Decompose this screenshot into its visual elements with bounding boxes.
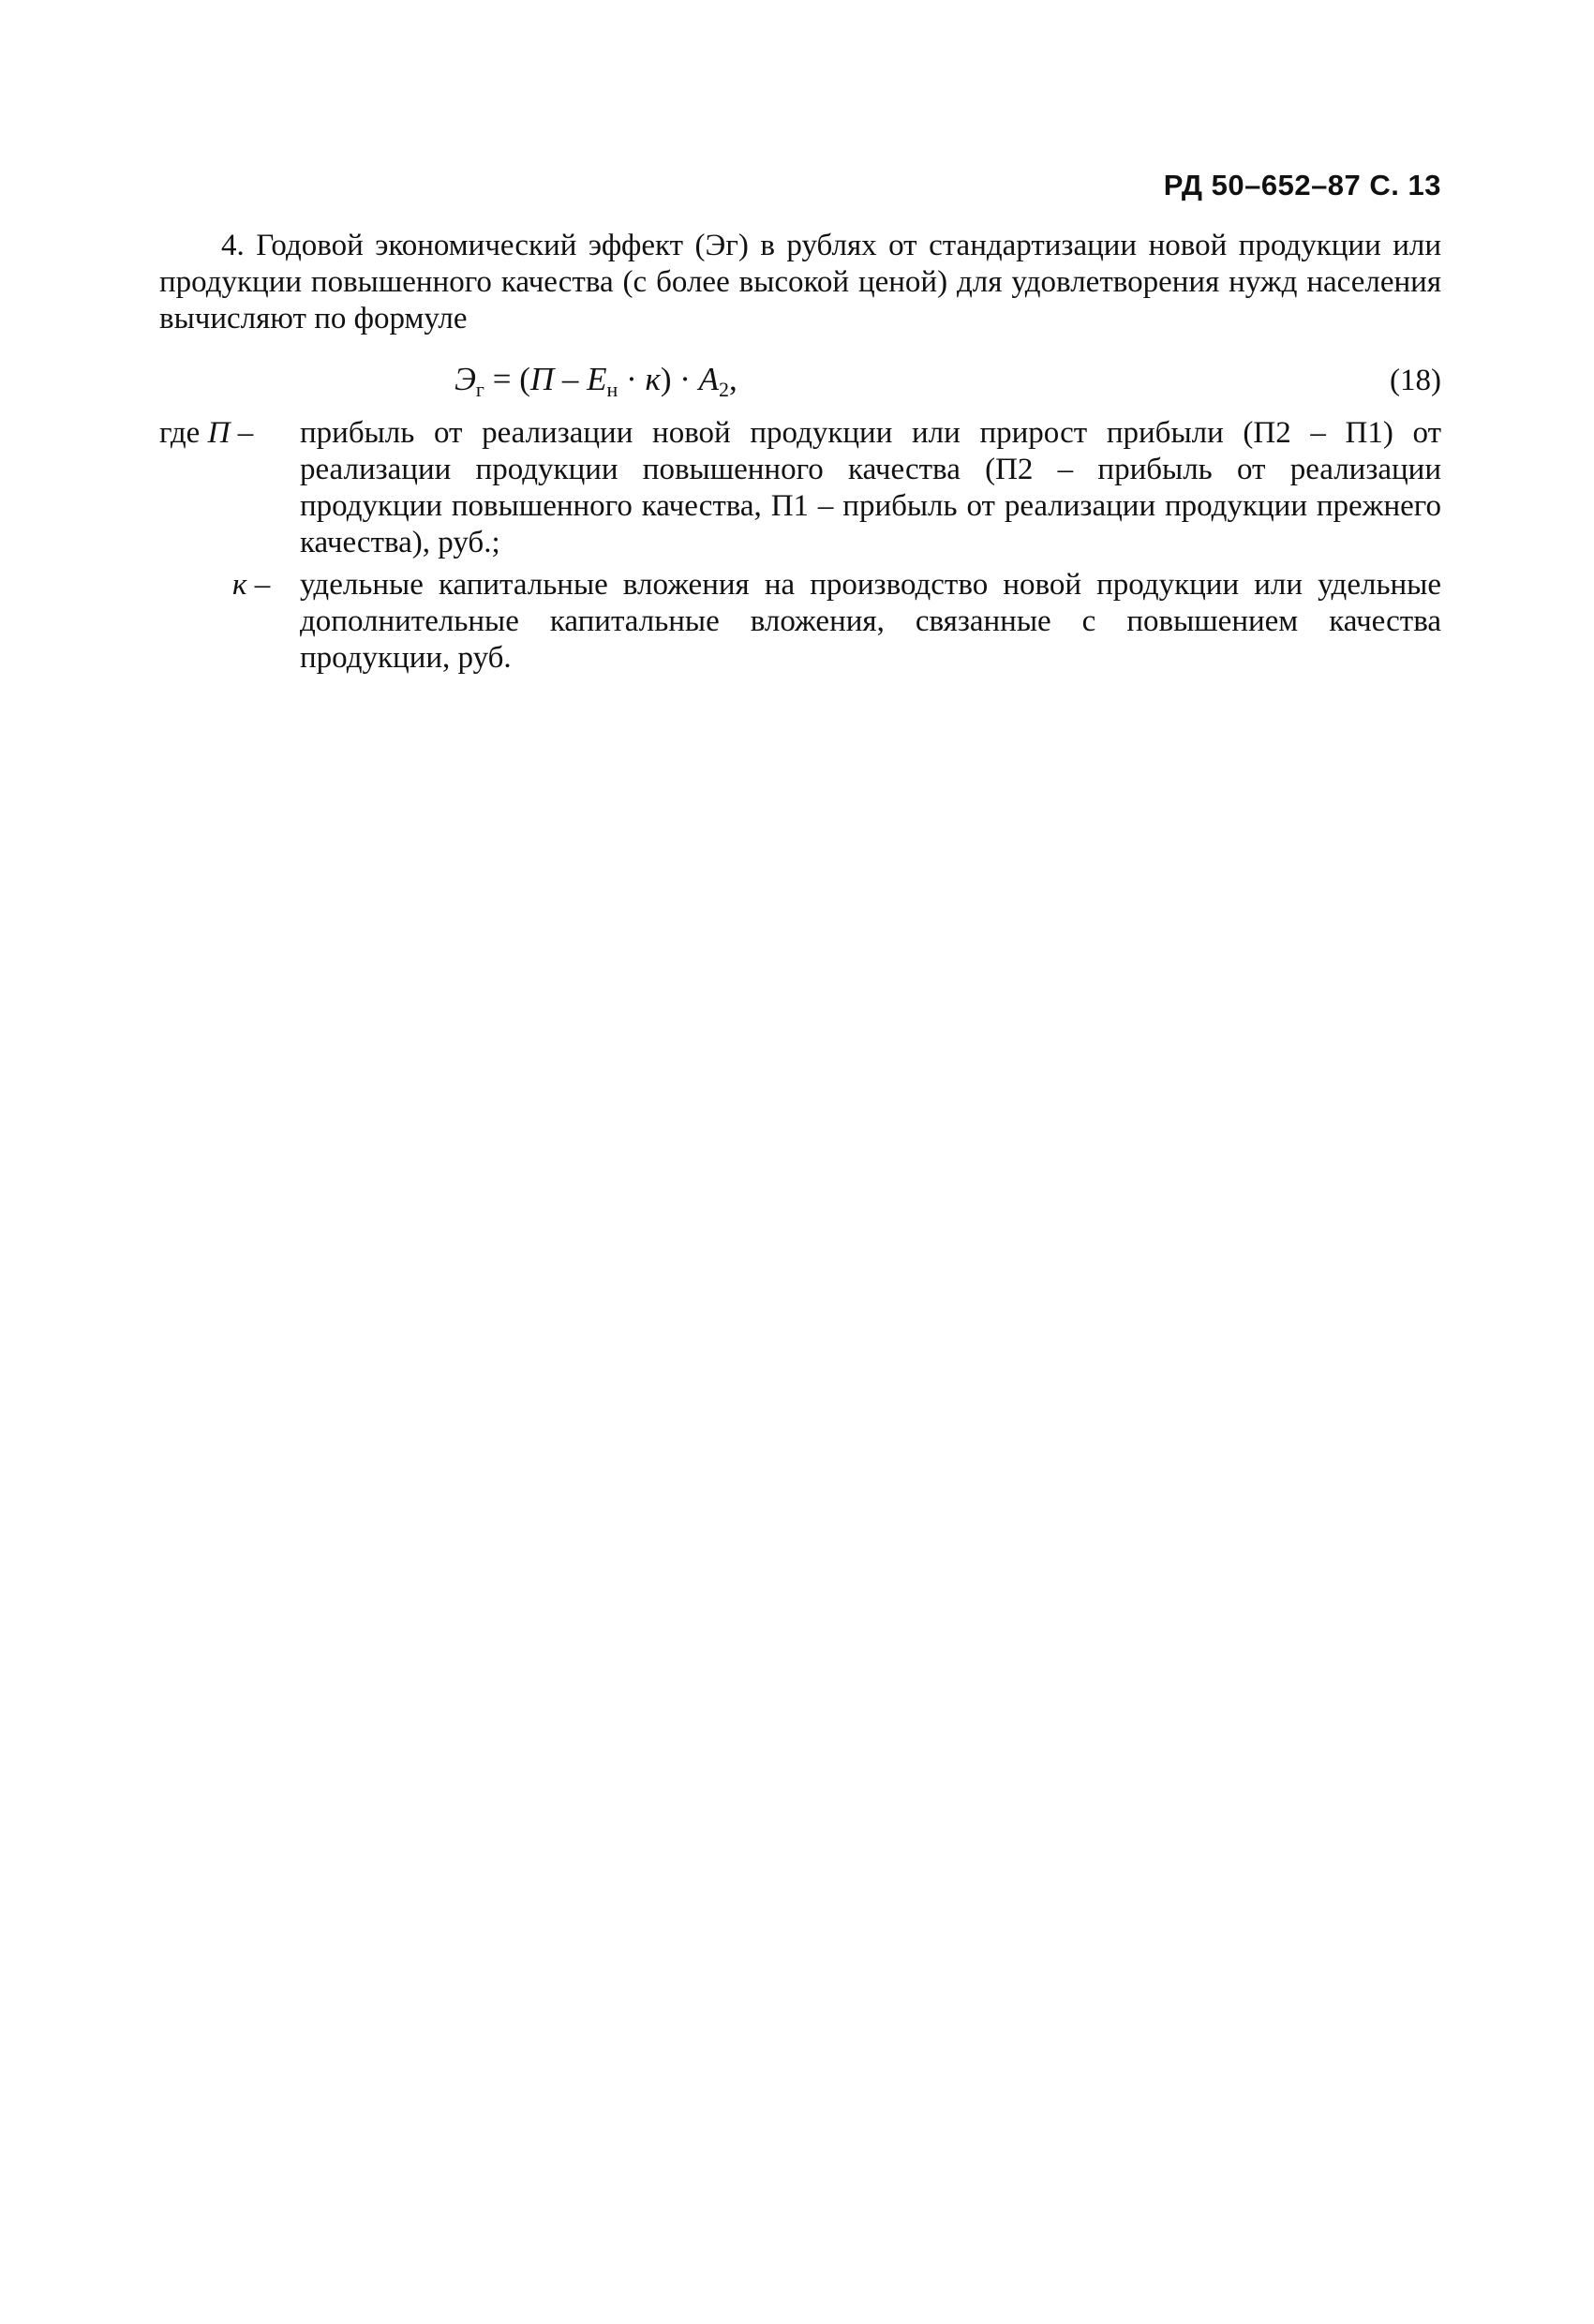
- formula-dot: ·: [618, 361, 646, 397]
- formula-k: к: [645, 361, 661, 397]
- formula-minus: –: [554, 361, 588, 397]
- definitions-list: [159, 415, 1441, 682]
- definition-k: [159, 567, 1441, 677]
- paragraph-4: 4. Годовой экономический эффект (Эг) в рублях от стандартизации новой продукции или продукции повышенного качества (с более высокой ценой) для удовлетворения нужд населения вычисляют по формуле: [159, 229, 1441, 335]
- formula-a: A: [698, 361, 720, 397]
- formula-e: E: [587, 361, 607, 397]
- formula-equals: = (: [484, 361, 530, 397]
- formula-close: ) ·: [660, 361, 699, 397]
- formula-lhs: Э: [454, 361, 476, 397]
- definition-text: удельные капитальные вложения на производство новой продукции или удельные дополнительные капитальные вложения, связанные с повышением качества продукции, руб.: [300, 568, 1441, 675]
- definition-dash: –: [230, 416, 254, 450]
- definition-symbol: П: [207, 416, 231, 450]
- formula-18: [454, 361, 737, 401]
- formula-comma: ,: [729, 361, 737, 397]
- definition-lead-word: где: [159, 416, 208, 450]
- definition-symbol: к: [232, 568, 247, 602]
- definition-text: прибыль от реализации новой продукции или прирост прибыли (П2 – П1) от реализации продукции повышенного качества (П2 – прибыль от реализации продукции повышенного качества, П1 – прибыль от реализации продукции прежнего качества), руб.;: [300, 416, 1441, 559]
- formula-p: П: [529, 361, 555, 397]
- definition-p: [159, 415, 1441, 561]
- formula-e-sub: н: [606, 378, 618, 401]
- definition-dash: –: [246, 568, 271, 602]
- equation-number: (18): [1390, 364, 1441, 397]
- document-reference: РД 50–652–87 С. 13: [1163, 169, 1441, 201]
- formula-lhs-sub: г: [475, 378, 484, 401]
- formula-a-sub: 2: [719, 378, 730, 401]
